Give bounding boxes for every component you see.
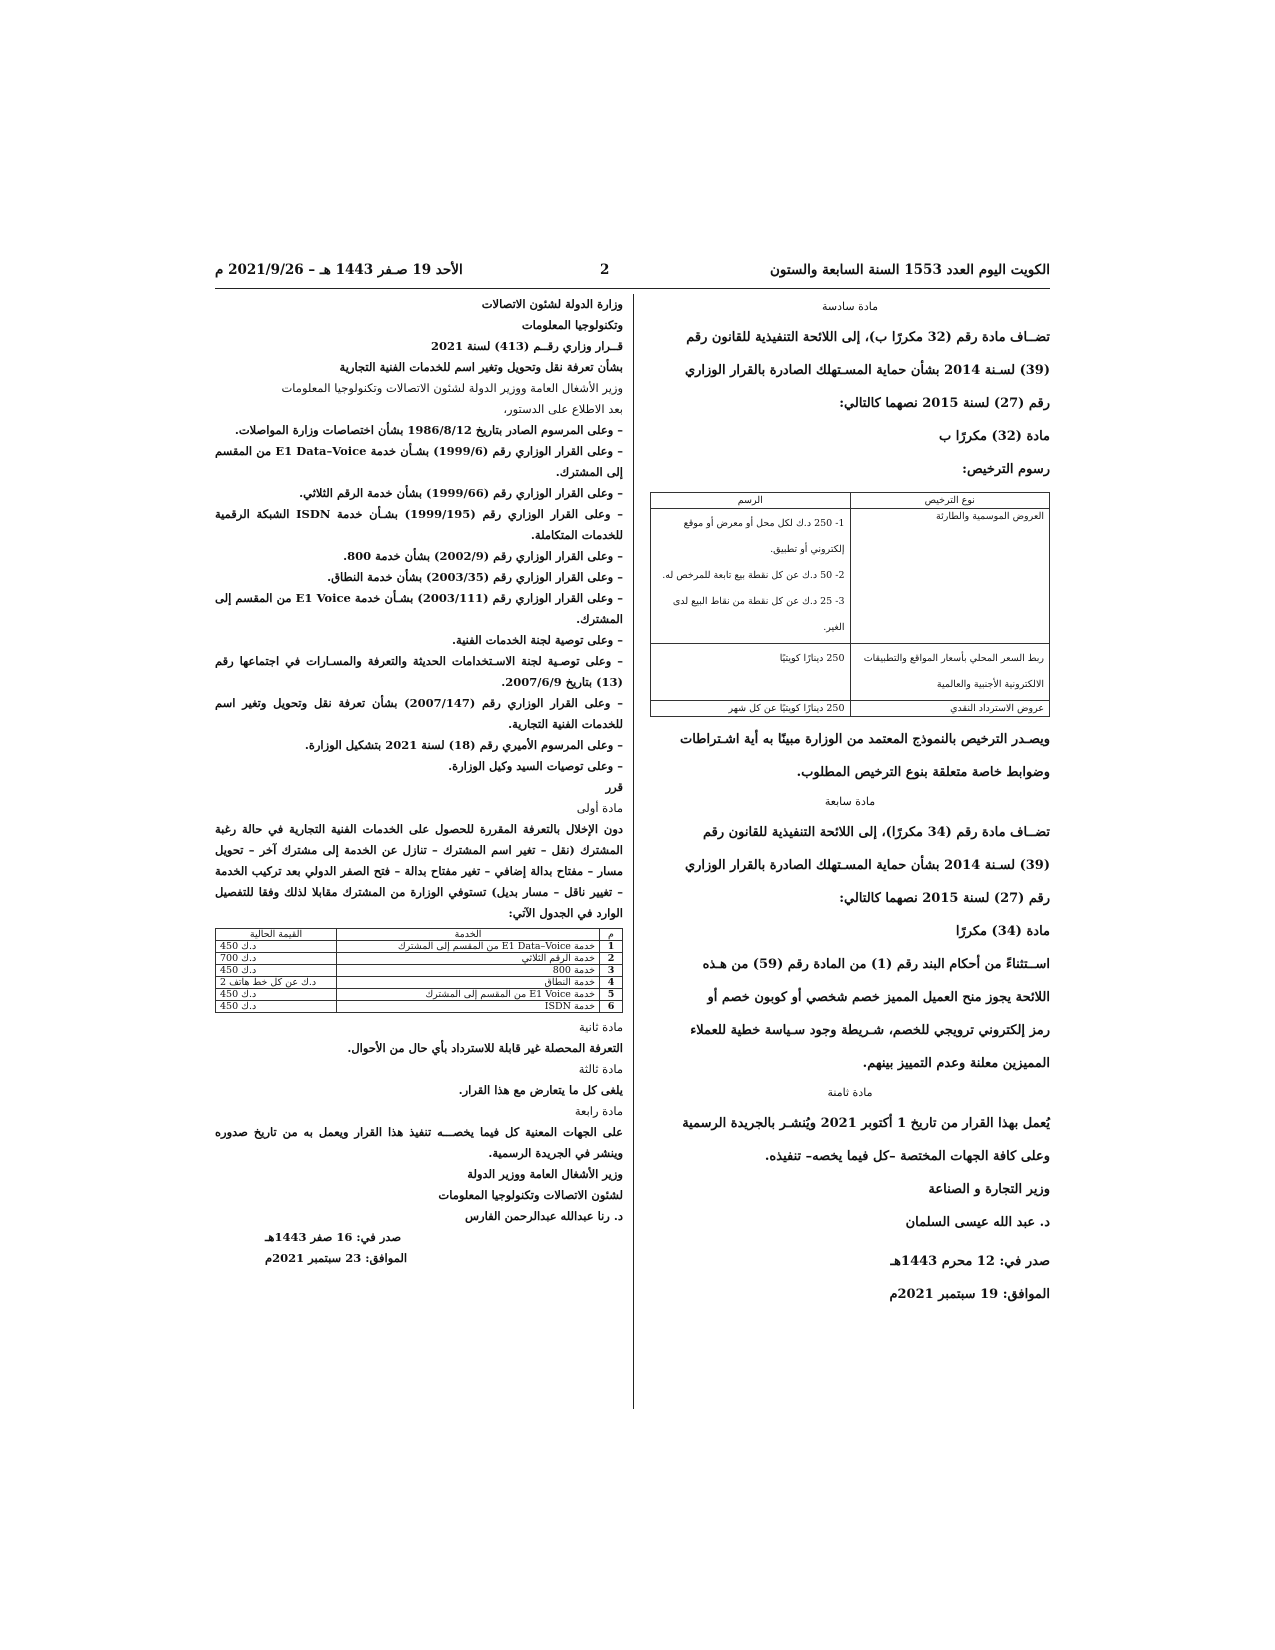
row-number: 4	[600, 977, 623, 989]
article-7-line: مادة (34) مكررًا	[955, 924, 1050, 939]
service-name: خدمة E1 Voice من المقسم إلى المشترك	[337, 989, 600, 1001]
article-6-line: رسوم الترخيص:	[962, 462, 1050, 477]
preamble-line: – وعلى توصـية لجنة الاسـتخدامات الحديثة والتعرفة والمسـارات في اجتماعها رقم (13) بتاريخ 2007/6/9.	[215, 654, 623, 689]
article-3-text: يلغى كل ما يتعارض مع هذا القرار.	[458, 1083, 623, 1097]
issue-date-gregorian: الموافق: 19 سبتمبر 2021م	[889, 1287, 1050, 1302]
article-6-line: مادة (32) مكررًا ب	[939, 429, 1050, 444]
fee-cell: 250 دينارًا كويتيًا عن كل شهر	[651, 701, 851, 717]
row-number: 1	[600, 941, 623, 953]
table-row	[216, 965, 623, 977]
decision-subject: بشأن تعرفة نقل وتحويل وتغير اسم للخدمات الفنية التجارية	[339, 360, 623, 374]
table-header-fee: الرسم	[651, 493, 851, 509]
service-name: خدمة E1 Data–Voice من المقسم إلى المشترك	[337, 941, 600, 953]
article-6-line: رقم (27) لسنة 2015 نصهما كالتالي:	[839, 396, 1050, 411]
article-7-line: (39) لسـنة 2014 بشأن حماية المسـتهلك الصادرة بالقرار الوزاري	[684, 858, 1050, 873]
row-number: 5	[600, 989, 623, 1001]
column-divider	[633, 294, 634, 1409]
page-number: 2	[600, 262, 610, 278]
preamble-line: – وعلى القرار الوزاري رقم (2003/111) بشـأن خدمة E1 Voice من المقسم إلى المشترك.	[215, 591, 623, 626]
article-7-line: تضــاف مادة رقم (34 مكررًا)، إلى اللائحة التنفيذية للقانون رقم	[702, 825, 1050, 840]
preamble-line: – وعلى المرسوم الأميري رقم (18) لسنة 2021 بتشكيل الوزارة.	[304, 738, 623, 752]
row-number: 3	[600, 965, 623, 977]
preamble-line: وزير الأشغال العامة ووزير الدولة لشئون الاتصالات وتكنولوجيا المعلومات	[281, 381, 623, 395]
article-4-heading: مادة رابعة	[574, 1104, 623, 1118]
paragraph-line: وضوابط خاصة متعلقة بنوع الترخيص المطلوب.	[796, 765, 1050, 780]
paragraph-line: ويصـدر الترخيص بالنموذج المعتمد من الوزارة مبينًا به أية اشـتراطات	[679, 732, 1050, 747]
article-6-line: (39) لسـنة 2014 بشأن حماية المسـتهلك الصادرة بالقرار الوزاري	[684, 363, 1050, 378]
article-2-heading: مادة ثانية	[578, 1020, 623, 1034]
article-7-line: رقم (27) لسنة 2015 نصهما كالتالي:	[839, 891, 1050, 906]
service-value: 450 د.ك	[216, 1001, 337, 1013]
license-type-cell: ربط السعر المحلي بأسعار المواقع والتطبيقات الالكترونية الأجنبية والعالمية	[850, 644, 1050, 701]
license-fees-table	[650, 492, 1050, 717]
signatory-line-2: لشئون الاتصالات وتكنولوجيا المعلومات	[438, 1188, 623, 1202]
page-header	[215, 258, 1050, 289]
fee-line: 3- 25 د.ك عن كل نقطة من نقاط البيع لدى الغير.	[672, 596, 845, 633]
article-4-text: على الجهات المعنية كل فيما يخصـــه تنفيذ هذا القرار ويعمل به من تاريخ صدوره وينشر في الجريدة الرسمية.	[215, 1125, 623, 1160]
article-7-heading: مادة سابعة	[824, 795, 876, 808]
article-3-heading: مادة ثالثة	[578, 1062, 623, 1076]
table-row	[651, 644, 1050, 701]
fee-cell	[651, 509, 851, 644]
fee-cell: 250 دينارًا كويتيًا	[651, 644, 851, 701]
preamble-line: – وعلى القرار الوزاري رقم (2003/35) بشأن خدمة النطاق.	[327, 570, 623, 584]
preamble-line: – وعلى توصيات السيد وكيل الوزارة.	[448, 759, 623, 773]
issue-date-hijri: صدر في: 16 صفر 1443هـ	[265, 1230, 402, 1244]
article-7-line: رمز إلكتروني ترويجي للخصم، شـريطة وجود سـياسة خطية للعملاء	[690, 1023, 1050, 1038]
article-2-text: التعرفة المحصلة غير قابلة للاسترداد بأي حال من الأحوال.	[347, 1041, 623, 1055]
service-value: 450 د.ك	[216, 941, 337, 953]
issue-date-hijri: صدر في: 12 محرم 1443هـ	[890, 1254, 1050, 1269]
decides-heading: قرر	[605, 780, 623, 794]
preamble-line: – وعلى المرسوم الصادر بتاريخ 1986/8/12 بشأن اختصاصات وزارة المواصلات.	[234, 423, 623, 437]
left-column	[215, 294, 623, 1269]
article-7-line: اســتثناءً من أحكام البند رقم (1) من المادة رقم (59) من هـذه	[702, 957, 1050, 972]
table-row	[651, 509, 1050, 644]
license-type-cell: عروض الاسترداد النقدي	[850, 701, 1050, 717]
decision-title: قــرار وزاري رقــم (413) لسنة 2021	[431, 339, 623, 353]
article-7-line: المميزين معلنة وعدم التمييز بينهم.	[862, 1056, 1050, 1071]
service-value: 2 د.ك عن كل خط هاتف	[216, 977, 337, 989]
table-row	[651, 701, 1050, 717]
service-value: 450 د.ك	[216, 965, 337, 977]
gazette-page	[215, 258, 1050, 1408]
signatory-title: وزير التجارة و الصناعة	[928, 1182, 1050, 1197]
row-number: 2	[600, 953, 623, 965]
table-row	[216, 977, 623, 989]
article-8-line: يُعمل بهذا القرار من تاريخ 1 أكتوبر 2021 ويُنشـر بالجريدة الرسمية	[682, 1116, 1050, 1131]
preamble-line: – وعلى توصية لجنة الخدمات الفنية.	[452, 633, 623, 647]
article-6-heading: مادة سادسة	[822, 300, 878, 313]
preamble-line: – وعلى القرار الوزاري رقم (2007/147) بشأن تعرفة نقل وتحويل وتغير اسم للخدمات الفنية التجارية.	[215, 696, 623, 731]
service-value: 450 د.ك	[216, 989, 337, 1001]
article-7-line: اللائحة يجوز منح العميل المميز خصم شخصي أو كوبون خصم أو	[707, 990, 1050, 1005]
signatory-name: د. عبد الله عيسى السلمان	[905, 1215, 1050, 1230]
article-6-line: تضــاف مادة رقم (32 مكررًا ب)، إلى اللائحة التنفيذية للقانون رقم	[686, 330, 1050, 345]
service-name: خدمة النطاق	[337, 977, 600, 989]
fee-line: 1- 250 د.ك لكل محل أو معرض أو موقع إلكتروني أو تطبيق.	[683, 518, 845, 555]
table-row	[216, 989, 623, 1001]
row-number: 6	[600, 1001, 623, 1013]
table-header-row	[651, 493, 1050, 509]
table-header-number: م	[600, 929, 623, 941]
article-8-heading: مادة ثامنة	[827, 1086, 873, 1099]
license-type-cell: العروض الموسمية والطارئة	[850, 509, 1050, 644]
fee-line: 2- 50 د.ك عن كل نقطة بيع تابعة للمرخص له.	[662, 570, 845, 581]
signatory-name: د. رنا عبدالله عبدالرحمن الفارس	[465, 1209, 623, 1223]
right-column	[650, 294, 1050, 1311]
signatory-line-1: وزير الأشغال العامة ووزير الدولة	[467, 1167, 623, 1181]
preamble-line: – وعلى القرار الوزاري رقم (1999/6) بشـأن خدمة E1 Data–Voice من المقسم إلى المشترك.	[215, 444, 624, 479]
services-tariff-table	[215, 928, 623, 1013]
table-header-value: القيمة الحالية	[216, 929, 337, 941]
service-value: 700 د.ك	[216, 953, 337, 965]
preamble-line: – وعلى القرار الوزاري رقم (2002/9) بشأن خدمة 800.	[343, 549, 623, 563]
ministry-title-line1: وزارة الدولة لشئون الاتصالات	[481, 297, 623, 311]
preamble-line: بعد الاطلاع على الدستور،	[503, 402, 623, 416]
table-header-license-type: نوع الترخيص	[850, 493, 1050, 509]
table-header-service: الخدمة	[337, 929, 600, 941]
issue-date-gregorian: الموافق: 23 سبتمبر 2021م	[265, 1251, 408, 1265]
header-date: الأحد 19 صـفر 1443 هـ – 2021/9/26 م	[215, 262, 463, 278]
article-8-line: وعلى كافة الجهات المختصة –كل فيما يخصه– تنفيذه.	[764, 1149, 1050, 1164]
article-1-text: دون الإخلال بالتعرفة المقررة للحصول على الخدمات الفنية التجارية في حالة رغبة المشترك (نقل – تغير اسم المشترك – تنازل عن الخدمة إلى مشترك آخر – تحويل مسار – مفتاح بدالة إضافي – تغير مفتاح بدالة – فتح الصفر الدولي بعد تركيب الخدمة – تغيير ناقل – مسار بديل) تستوفي الوزارة من المشترك مقابلا لذلك وفقا للتفصيل الوارد في الجدول الآتي:	[215, 822, 623, 920]
service-name: خدمة ISDN	[337, 1001, 600, 1013]
table-row	[216, 941, 623, 953]
preamble-line: – وعلى القرار الوزاري رقم (1999/195) بشـأن خدمة ISDN الشبكة الرقمية للخدمات المتكاملة.	[215, 507, 624, 542]
header-issue-info: الكويت اليوم العدد 1553 السنة السابعة والستون	[770, 262, 1050, 278]
table-row	[216, 1001, 623, 1013]
service-name: خدمة الرقم الثلاثي	[337, 953, 600, 965]
service-name: خدمة 800	[337, 965, 600, 977]
table-row	[216, 953, 623, 965]
ministry-title-line2: وتكنولوجيا المعلومات	[521, 318, 623, 332]
article-1-heading: مادة أولى	[576, 801, 623, 815]
preamble-line: – وعلى القرار الوزاري رقم (1999/66) بشأن خدمة الرقم الثلاثي.	[299, 486, 623, 500]
table-header-row	[216, 929, 623, 941]
